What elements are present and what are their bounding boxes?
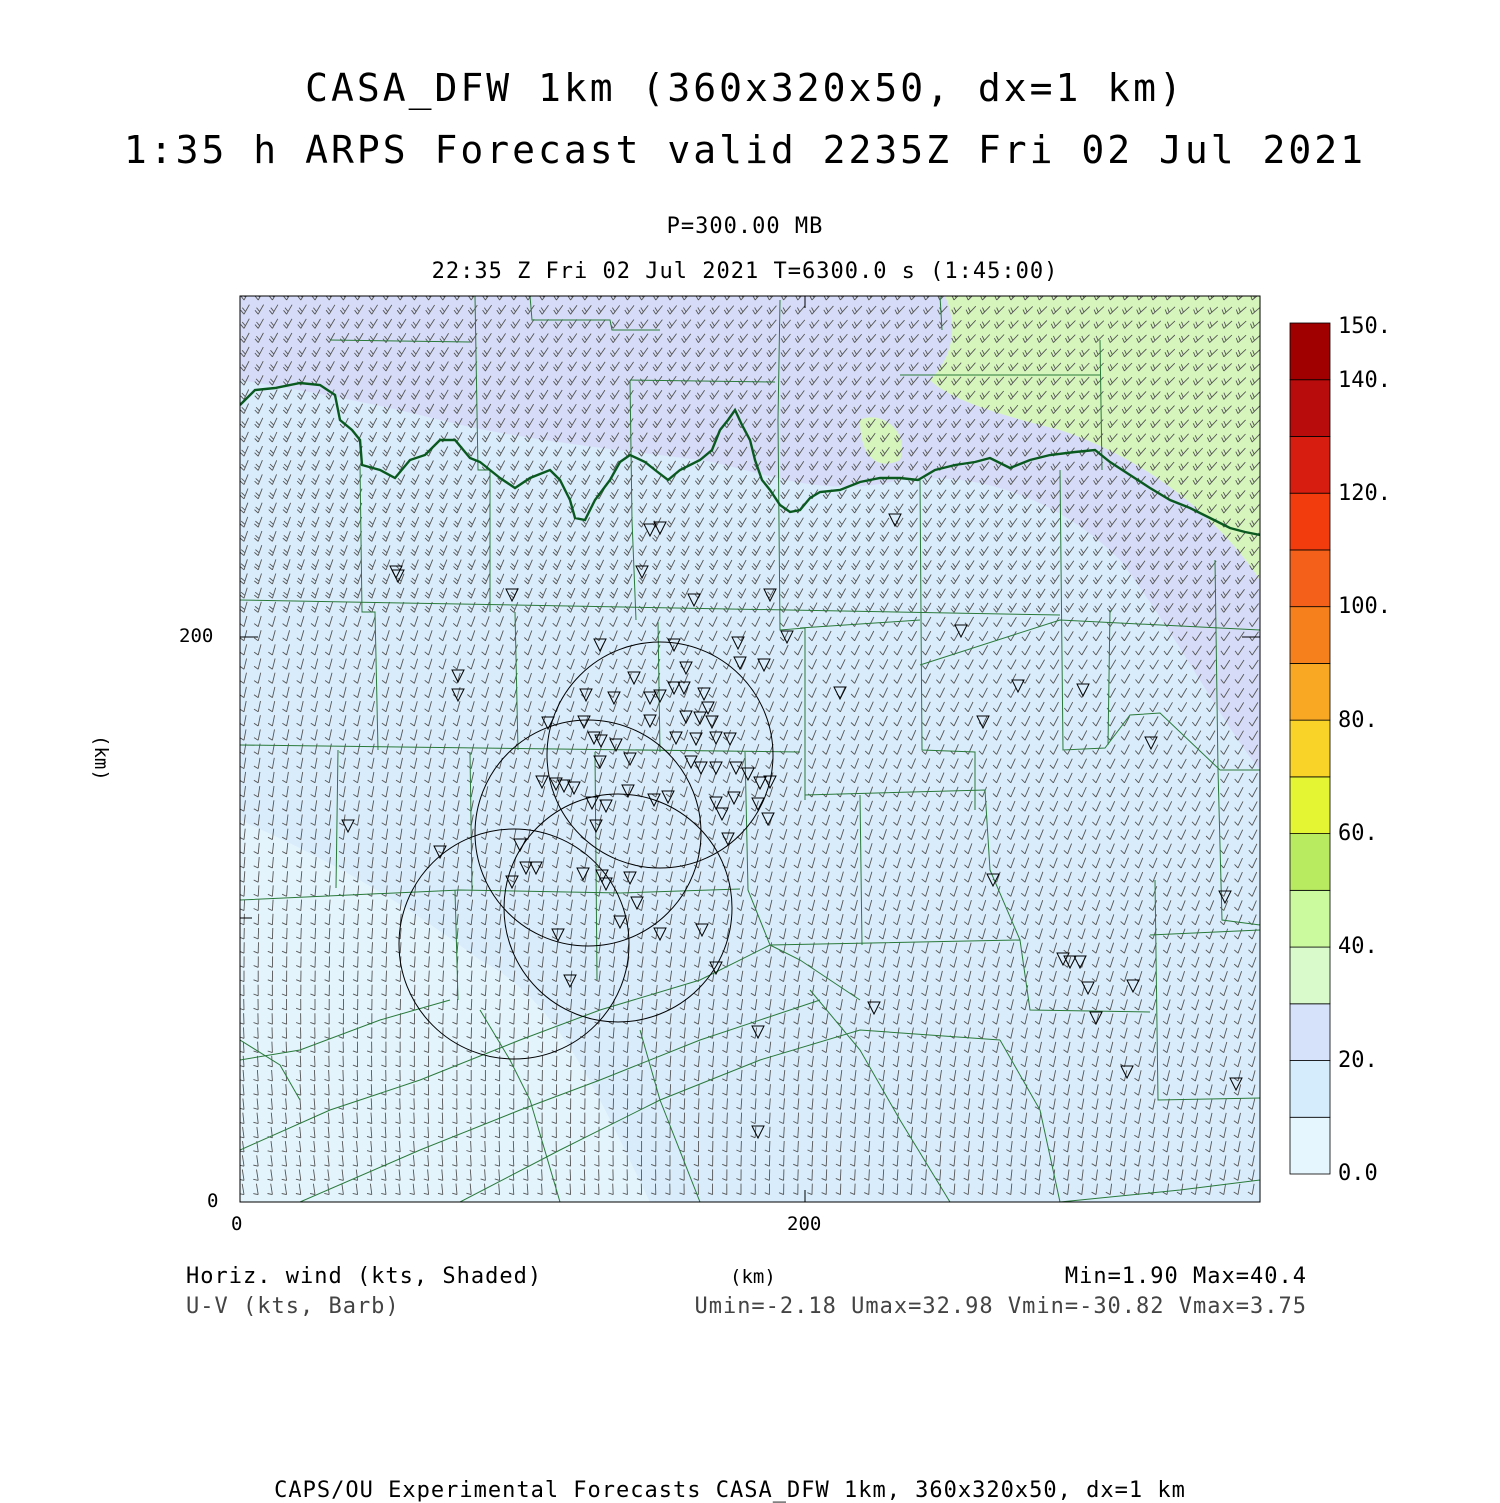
colorbar: [1290, 323, 1330, 1174]
colorbar-label-20: 20.: [1338, 1048, 1378, 1073]
colorbar-segment: [1290, 323, 1330, 380]
legend-barb: U-V (kts, Barb): [186, 1294, 400, 1319]
chart-subtitle: 1:35 h ARPS Forecast valid 2235Z Fri 02 Jul 2021: [123, 128, 1367, 172]
colorbar-segment: [1290, 550, 1330, 607]
colorbar-segment: [1290, 1061, 1330, 1118]
colorbar-segment: [1290, 834, 1330, 891]
footer-credit: CAPS/OU Experimental Forecasts CASA_DFW 1km, 360x320x50, dx=1 km: [274, 1478, 1186, 1503]
colorbar-segment: [1290, 890, 1330, 947]
y-axis-label: (km): [90, 735, 112, 781]
uv-min-max: Umin=-2.18 Umax=32.98 Vmin=-30.82 Vmax=3.75: [694, 1294, 1307, 1319]
pressure-level: P=300.00 MB: [666, 214, 824, 239]
colorbar-label-40: 40.: [1338, 934, 1378, 959]
x-tick-200: 200: [787, 1213, 822, 1235]
chart-title: CASA_DFW 1km (360x320x50, dx=1 km): [305, 66, 1185, 110]
colorbar-segment: [1290, 1004, 1330, 1061]
x-tick-0: 0: [231, 1213, 243, 1235]
colorbar-label-0: 0.0: [1338, 1161, 1378, 1186]
colorbar-segment: [1290, 493, 1330, 550]
colorbar-label-80: 80.: [1338, 708, 1378, 733]
colorbar-segment: [1290, 777, 1330, 834]
plot-area: [239, 291, 1261, 1203]
legend-shaded: Horiz. wind (kts, Shaded): [186, 1264, 543, 1289]
colorbar-label-150: 150.: [1338, 314, 1391, 339]
colorbar-label-60: 60.: [1338, 821, 1378, 846]
colorbar-segment: [1290, 663, 1330, 720]
y-tick-200: 200: [179, 625, 214, 647]
colorbar-segment: [1290, 607, 1330, 664]
colorbar-segment: [1290, 947, 1330, 1004]
valid-time: 22:35 Z Fri 02 Jul 2021 T=6300.0 s (1:45:00): [431, 259, 1059, 284]
colorbar-label-140: 140.: [1338, 368, 1391, 393]
min-max: Min=1.90 Max=40.4: [1064, 1264, 1307, 1289]
colorbar-segment: [1290, 380, 1330, 437]
colorbar-label-120: 120.: [1338, 481, 1391, 506]
colorbar-segment: [1290, 1117, 1330, 1174]
y-tick-0: 0: [207, 1190, 219, 1212]
colorbar-segment: [1290, 720, 1330, 777]
colorbar-segment: [1290, 436, 1330, 493]
x-axis-label: (km): [730, 1266, 776, 1288]
colorbar-label-100: 100.: [1338, 594, 1391, 619]
